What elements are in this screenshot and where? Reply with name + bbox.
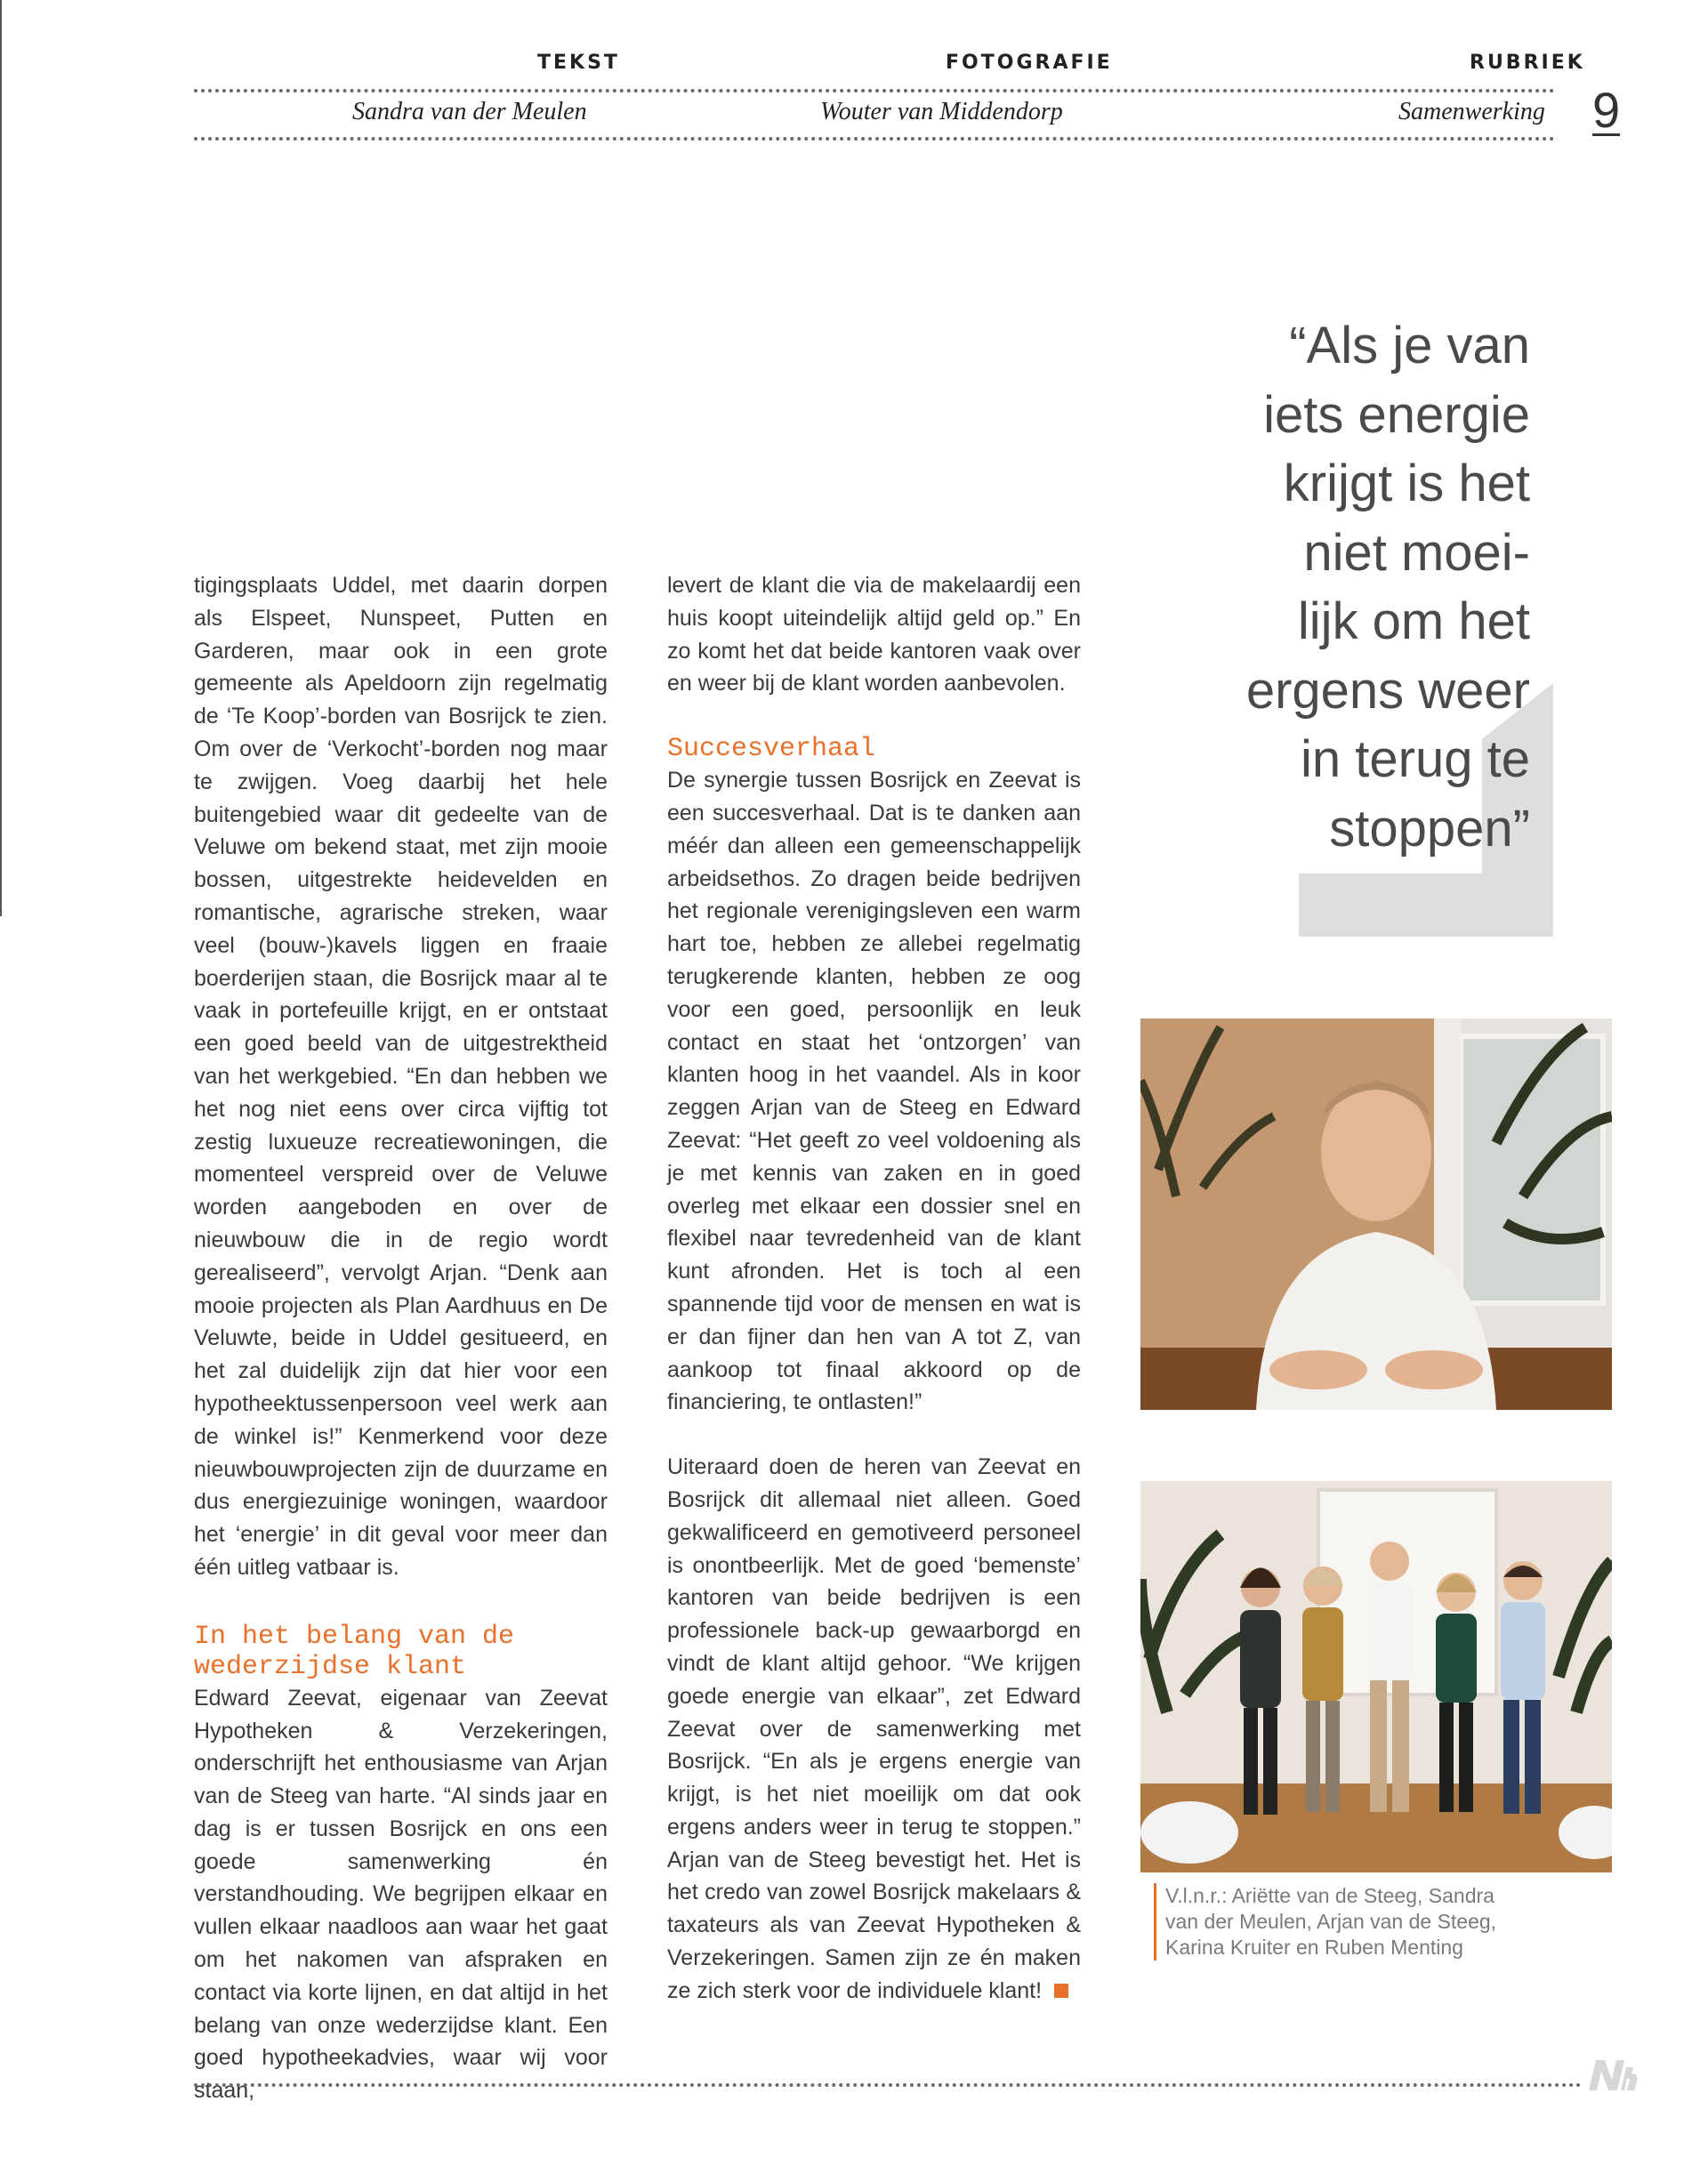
group-photo — [1140, 1481, 1612, 1872]
header-divider-bottom — [194, 137, 1555, 141]
credit-name-tekst: Sandra van der Meulen — [352, 98, 587, 125]
credit-name-rubriek: Samenwerking — [1398, 98, 1545, 125]
col2-paragraph-1: levert de klant die via de makelaardij een huis koopt uiteindelijk altijd geld op.” En zo komt het dat beide kantoren vaak over en weer bij de klant worden aanbevolen. — [667, 573, 1081, 696]
square-bullet-icon — [1054, 1984, 1068, 1998]
col2-subheading: Succesverhaal — [667, 734, 876, 765]
credit-label-rubriek: RUBRIEK — [1470, 52, 1585, 74]
caption-line: V.l.n.r.: Ariëtte van de Steeg, Sandra — [1165, 1884, 1494, 1907]
col2-paragraph-3 — [667, 1451, 1081, 2008]
page-edge-line — [0, 0, 2, 916]
nh-logo — [1585, 2055, 1639, 2094]
pull-quote-line: iets energie — [1263, 385, 1530, 444]
portrait-photo — [1140, 1019, 1612, 1410]
pull-quote-line: krijgt is het — [1283, 455, 1530, 512]
group-illustration — [1140, 1481, 1612, 1872]
caption-line: Karina Kruiter en Ruben Menting — [1165, 1936, 1463, 1959]
footer-divider — [194, 2083, 1582, 2087]
article-column-1 — [194, 569, 608, 2107]
pull-quote-line: stoppen” — [1329, 799, 1530, 858]
page-number: 9 — [1592, 82, 1621, 138]
pull-quote-line: “Als je van — [1289, 317, 1530, 374]
col1-paragraph-2: Edward Zeevat, eigenaar van Zeevat Hypotheken & Verzekeringen, onderschrijft het enthousiasme van Arjan van de Steeg van harte. “Al sinds jaar en dag is er tussen Bosrijck en ons een goede samenwerking én verstandhouding. We begrijpen elkaar en vullen elkaar naadloos aan waar het gaat om het nakomen van afspraken en contact via korte lijnen, en dat altijd in het belang van onze wederzijdse klant. Een goed hypotheekadvies, waar wij voor staan, — [194, 1685, 608, 2104]
portrait-illustration — [1140, 1019, 1612, 1410]
col1-paragraph-1: tigingsplaats Uddel, met daarin dorpen als Elspeet, Nunspeet, Putten en Garderen, maar ook in een grote gemeente als Apeldoorn zijn regelmatig de ‘Te Koop’-borden van Bosrijck te zien. Om over de ‘Verkocht’-borden nog maar te zwijgen. Voeg daarbij het hele buitengebied waar dit gedeelte van de Veluwe om bekend staat, met zijn mooie bossen, uitgestrekte heidevelden en romantische, agrarische streken, waar veel (bouw-)kavels liggen en fraaie boerderijen staan, die Bosrijck maar al te vaak in portefeuille krijgt, en er ontstaat een goed beeld van de uitgestrektheid van het werkgebied. “En dan hebben we het nog niet eens over circa vijftig tot zestig luxueuze recreatiewoningen, die momenteel verspreid over de Veluwe worden aangeboden en over de nieuwbouw die in de regio wordt gerealiseerd”, vervolgt Arjan. “Denk aan mooie projecten als Plan Aardhuus en De Veluwte, beide in Uddel gesitueerd, en het zal duidelijk zijn dat hier voor een hypotheektussenpersoon veel werk aan de winkel is!” Kenmerkend voor deze nieuwbouwprojecten zijn de duurzame en dus energiezuinige woningen, waardoor het ‘energie’ in dit geval voor meer dan één uitleg vatbaar is. — [194, 573, 608, 1580]
caption-line: van der Meulen, Arjan van de Steeg, — [1165, 1910, 1497, 1933]
credit-label-fotografie: FOTOGRAFIE — [946, 52, 1113, 74]
article-column-2 — [667, 569, 1081, 2008]
photo-caption — [1154, 1883, 1583, 1961]
col2-paragraph-2: De synergie tussen Bosrijck en Zeevat is een succesverhaal. Dat is te danken aan méér dan alleen een gemeenschappelijk arbeidsethos. Zo dragen beide bedrijven het regionale verenigingsleven een warm hart toe, hebben ze allebei regelmatig terugkerende klanten, hebben ze oog voor een goed, persoonlijk en leuk contact en staat het ‘ontzorgen’ van klanten hoog in het vaandel. Als in koor zeggen Arjan van de Steeg en Edward Zeevat: “Het geeft zo veel voldoening als je met kennis van zaken en in goed overleg met elkaar een dossier snel en flexibel naar tevredenheid van de klant kunt afronden. Het is toch al een spannende tijd voor de mensen en wat is er dan fijner dan hen van A tot Z, van aankoop tot finaal akkoord op de financiering, te ontlasten!” — [667, 768, 1081, 1415]
pull-quote-line: niet moei- — [1303, 523, 1530, 582]
pull-quote-line: in terug te — [1301, 730, 1530, 788]
col2-paragraph-3-text: Uiteraard doen de heren van Zeevat en Bosrijck dit allemaal niet alleen. Goed gekwalificeerd en gemotiveerd personeel is onontbeerlijk. Met de goed ‘bemenste’ kantoren van beide bedrijven is een professionele back-up gewaarborgd en vindt de klant altijd gehoor. “We krijgen goede energie van elkaar”, zet Edward Zeevat over de samenwerking met Bosrijck. “En als je ergens energie van krijgt, is het niet moeilijk om dat ook ergens anders weer in terug te stoppen.” Arjan van de Steeg bevestigt het. Het is het credo van zowel Bosrijck makelaars & taxateurs als van Zeevat Hypotheken & Verzekeringen. Samen zijn ze én maken ze zich sterk voor de individuele klant! — [667, 1454, 1081, 2003]
credit-label-tekst: TEKST — [537, 52, 620, 74]
pull-quote-line: ergens weer — [1245, 661, 1530, 720]
credit-name-fotografie: Wouter van Middendorp — [820, 98, 1063, 125]
pull-quote-line: lijk om het — [1297, 592, 1530, 650]
header-divider-top — [194, 89, 1555, 93]
pull-quote — [1156, 311, 1530, 863]
col1-subheading: In het belang van de wederzijdse klant — [194, 1621, 515, 1682]
